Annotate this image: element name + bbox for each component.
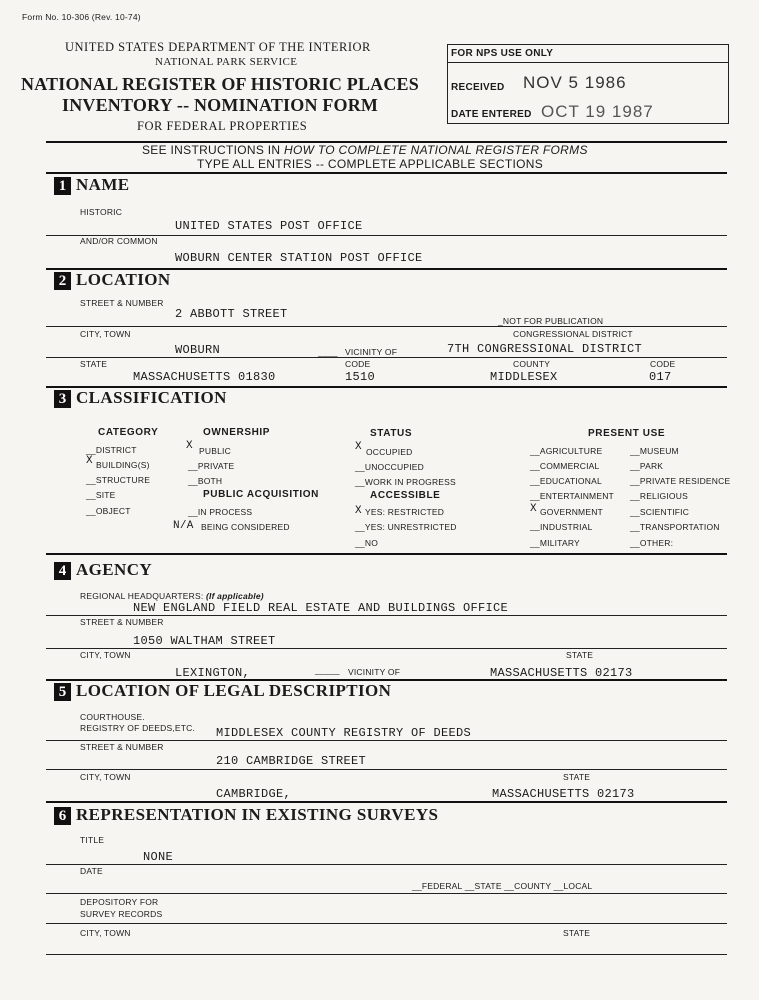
instructions-line2: TYPE ALL ENTRIES -- COMPLETE APPLICABLE SECTIONS <box>197 157 544 171</box>
state-label: STATE <box>80 359 108 369</box>
registry-value: MIDDLESEX COUNTY REGISTRY OF DEEDS <box>216 726 472 740</box>
use-park: __PARK <box>630 461 664 471</box>
ownership-header: OWNERSHIP <box>203 427 271 438</box>
form-title-line1: NATIONAL REGISTER OF HISTORIC PLACES <box>21 74 419 94</box>
category-district: __DISTRICT <box>86 445 137 455</box>
present-use-header: PRESENT USE <box>588 428 666 439</box>
legal-street-label: STREET & NUMBER <box>80 742 164 752</box>
use-military: __MILITARY <box>530 538 580 548</box>
nps-use-only-box <box>447 44 729 124</box>
use-commercial: __COMMERCIAL <box>530 461 600 471</box>
agency-state-value: MASSACHUSETTS 02173 <box>490 666 633 680</box>
ownership-private: __PRIVATE <box>188 461 235 471</box>
acquisition-being-considered: BEING CONSIDERED <box>201 522 290 532</box>
depository-label-line2: SURVEY RECORDS <box>80 909 163 919</box>
county-code-value: 017 <box>649 370 672 384</box>
ownership-both: __BOTH <box>188 476 223 486</box>
agency-vicinity-label: VICINITY OF <box>348 667 401 677</box>
use-private-residence: __PRIVATE RESIDENCE <box>630 476 731 486</box>
use-educational: __EDUCATIONAL <box>530 476 602 486</box>
section-title-classification: CLASSIFICATION <box>76 388 227 407</box>
instructions-prefix: SEE INSTRUCTIONS IN <box>142 143 285 157</box>
survey-city-label: CITY, TOWN <box>80 928 131 938</box>
instructions-italic: HOW TO COMPLETE NATIONAL REGISTER FORMS <box>284 143 588 157</box>
survey-state-label: STATE <box>563 928 591 938</box>
acquisition-mark: N/A <box>173 520 194 532</box>
form-title-line2: INVENTORY -- NOMINATION FORM <box>62 95 379 115</box>
agency-city-value: LEXINGTON, <box>175 666 251 680</box>
section-number: 5 <box>54 683 71 701</box>
received-label: RECEIVED <box>451 82 505 93</box>
status-work-in-progress: __WORK IN PROGRESS <box>355 477 456 487</box>
status-occupied: OCCUPIED <box>366 447 413 457</box>
code-label: CODE <box>345 359 371 369</box>
use-industrial: INDUSTRIAL <box>540 522 593 532</box>
depository-label-line1: DEPOSITORY FOR <box>80 897 159 907</box>
date-entered-stamp: OCT 19 1987 <box>541 102 654 121</box>
legal-street-value: 210 CAMBRIDGE STREET <box>216 754 367 768</box>
section-number: 1 <box>54 177 71 195</box>
registry-label: REGISTRY OF DEEDS,ETC. <box>80 723 196 733</box>
code-value: 1510 <box>345 370 376 384</box>
county-code-label: CODE <box>650 359 676 369</box>
form-subtitle: FOR FEDERAL PROPERTIES <box>137 119 308 133</box>
congressional-value: 7TH CONGRESSIONAL DISTRICT <box>447 342 643 356</box>
agency-street-label: STREET & NUMBER <box>80 617 164 627</box>
vicinity-label: VICINITY OF <box>345 347 398 357</box>
use-transportation: __TRANSPORTATION <box>630 522 720 532</box>
courthouse-label: COURTHOUSE. <box>80 712 145 722</box>
government-mark: X <box>530 503 537 515</box>
survey-levels: __FEDERAL __STATE __COUNTY __LOCAL <box>412 881 593 891</box>
status-mark: X <box>355 441 362 453</box>
category-object: __OBJECT <box>86 506 131 516</box>
accessible-no: __NO <box>355 538 379 548</box>
survey-date-label: DATE <box>80 866 103 876</box>
use-scientific: __SCIENTIFIC <box>630 507 690 517</box>
agency-state-label: STATE <box>566 650 594 660</box>
accessible-header: ACCESSIBLE <box>370 490 441 501</box>
vicinity-line: ____ <box>318 347 338 357</box>
accessible-unrestricted: __YES: UNRESTRICTED <box>355 522 457 532</box>
use-other: __OTHER: <box>630 538 674 548</box>
use-entertainment: __ENTERTAINMENT <box>530 491 614 501</box>
ownership-mark: X <box>186 440 193 452</box>
common-value: WOBURN CENTER STATION POST OFFICE <box>175 251 423 265</box>
historic-value: UNITED STATES POST OFFICE <box>175 219 363 233</box>
hq-value: NEW ENGLAND FIELD REAL ESTATE AND BUILDINGS OFFICE <box>133 601 509 615</box>
section-title-legal-description: LOCATION OF LEGAL DESCRIPTION <box>76 681 392 700</box>
section-number: 4 <box>54 562 71 580</box>
category-mark: X <box>86 455 93 467</box>
legal-city-label: CITY, TOWN <box>80 772 131 782</box>
agency-city-label: CITY, TOWN <box>80 650 131 660</box>
section-title-agency: AGENCY <box>76 560 153 579</box>
legal-city-value: CAMBRIDGE, <box>216 787 292 801</box>
county-value: MIDDLESEX <box>490 370 558 384</box>
instructions-line1 <box>142 143 588 157</box>
category-header: CATEGORY <box>98 427 159 438</box>
use-industrial-blank: __ <box>530 521 540 531</box>
use-religious: __RELIGIOUS <box>630 491 688 501</box>
section-number: 2 <box>54 272 71 290</box>
service-name: NATIONAL PARK SERVICE <box>155 56 298 68</box>
section-title-location: LOCATION <box>76 270 171 289</box>
received-stamp: NOV 5 1986 <box>523 73 627 92</box>
form-number: Form No. 10-306 (Rev. 10-74) <box>22 12 141 22</box>
congressional-label: CONGRESSIONAL DISTRICT <box>513 329 633 339</box>
legal-state-label: STATE <box>563 772 591 782</box>
agency-street-value: 1050 WALTHAM STREET <box>133 634 276 648</box>
use-agriculture: __AGRICULTURE <box>530 446 603 456</box>
use-government: GOVERNMENT <box>540 507 603 517</box>
status-unoccupied: __UNOCCUPIED <box>355 462 424 472</box>
street-value: 2 ABBOTT STREET <box>175 307 288 321</box>
hq-label-text: REGIONAL HEADQUARTERS: <box>80 591 204 601</box>
common-label: AND/OR COMMON <box>80 236 158 246</box>
section-number: 6 <box>54 807 71 825</box>
city-label: CITY, TOWN <box>80 329 131 339</box>
legal-state-value: MASSACHUSETTS 02173 <box>492 787 635 801</box>
agency-vicinity-line: _____ <box>315 665 340 675</box>
status-header: STATUS <box>370 428 413 439</box>
section-title-surveys: REPRESENTATION IN EXISTING SURVEYS <box>76 805 439 824</box>
section-number: 3 <box>54 390 71 408</box>
accessible-restricted: YES: RESTRICTED <box>365 507 445 517</box>
acquisition-header: PUBLIC ACQUISITION <box>203 489 319 500</box>
ownership-public: PUBLIC <box>199 446 231 456</box>
hq-label <box>80 591 264 601</box>
date-entered-label: DATE ENTERED <box>451 109 532 120</box>
nps-box-heading: FOR NPS USE ONLY <box>451 48 554 59</box>
use-museum: __MUSEUM <box>630 446 679 456</box>
category-site: __SITE <box>86 490 116 500</box>
department-name: UNITED STATES DEPARTMENT OF THE INTERIOR <box>65 40 371 54</box>
hq-note: (If applicable) <box>206 591 264 601</box>
not-for-publication: _NOT FOR PUBLICATION <box>498 316 604 326</box>
county-label: COUNTY <box>513 359 551 369</box>
accessible-mark: X <box>355 505 362 517</box>
survey-title-label: TITLE <box>80 835 105 845</box>
section-title-name: NAME <box>76 175 130 194</box>
historic-label: HISTORIC <box>80 207 123 217</box>
state-value: MASSACHUSETTS 01830 <box>133 370 276 384</box>
category-structure: __STRUCTURE <box>86 475 151 485</box>
category-building: BUILDING(S) <box>96 460 150 470</box>
survey-title-value: NONE <box>143 850 174 864</box>
street-label: STREET & NUMBER <box>80 298 164 308</box>
city-value: WOBURN <box>175 343 221 357</box>
acquisition-in-process: __IN PROCESS <box>188 507 253 517</box>
